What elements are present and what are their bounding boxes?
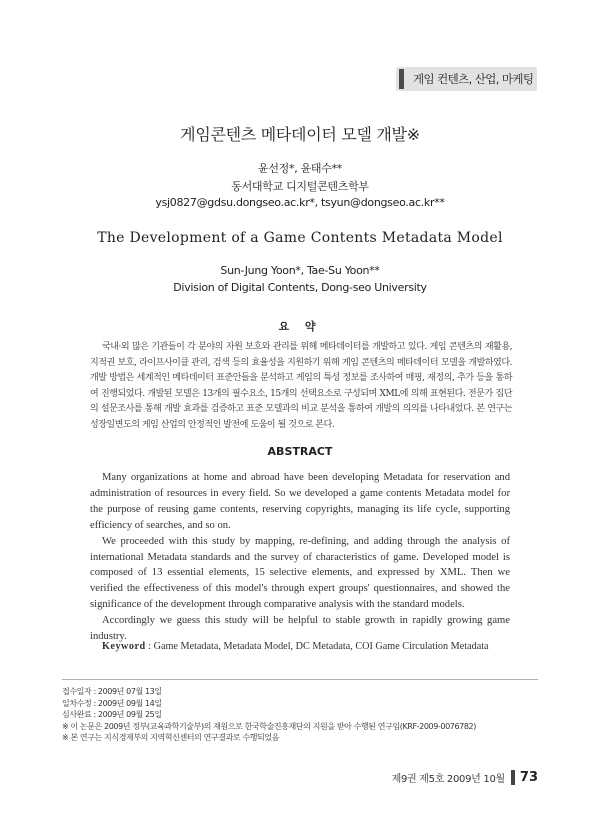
korean-abstract-body: 국내·외 많은 기관들이 각 분야의 자원 보호와 관리를 위해 메타데이터를 개발하고 있다. 게임 콘텐츠의 재활용, 지적권 보호, 라이프사이클 관리, 검색 등의 효율성을 지원하기 위해 게임 콘텐츠의 메타데이터 모델을 개발하였다. 개발 방법은 세계적인 메타데이터 표준안들을 분석하고 게임의 특성 정보를 조사하여 매핑, 재정의, 추가 등을 통하여 진행되었다. 개발된 모델은 13개의 필수요소, 15개의 선택요소로 구성되며 XML에 의해 표현된다. 전문가 집단의 설문조사를 통해 개발 효과를 검증하고 표준 모델과의 비교 분석을 통하여 개발의 의의를 나타내었다. 본 연구는 성장일변도의 게임 산업의 안정적인 발전에 도움이 될 것으로 본다. — [90, 342, 512, 430]
korean-abstract — [90, 340, 512, 434]
english-abstract — [90, 470, 510, 645]
approved-date: 심사완료 : 2009년 09월 25일 — [62, 710, 162, 719]
english-authors: Sun-Jung Yoon*, Tae-Su Yoon** — [220, 264, 380, 277]
korean-authors: 윤선정*, 윤태수** — [258, 162, 342, 175]
funding-note: ※ 이 논문은 2009년 정부(교육과학기술부)의 재원으로 한국학술진흥재단의 지원을 받아 수행된 연구임(KRF-2009-0076782) — [62, 721, 476, 731]
korean-affiliation: 동서대학교 디지털콘텐츠학부 — [231, 180, 369, 193]
keywords — [102, 641, 522, 652]
footnote-divider — [62, 679, 538, 680]
keywords-separator: : — [145, 641, 154, 652]
keywords-values: Game Metadata, Metadata Model, DC Metadata, COI Game Circulation Metadata — [153, 641, 489, 652]
english-affiliation: Division of Digital Contents, Dong-seo University — [173, 281, 427, 294]
section-tab-marker — [399, 69, 404, 89]
page-number: 73 — [519, 770, 538, 785]
english-abstract-heading: ABSTRACT — [267, 445, 333, 458]
footer-separator — [511, 770, 515, 785]
journal-info: 제9권 제5호 2009년 10월 — [391, 774, 505, 785]
section-tab-label: 게임 컨텐츠, 산업, 마케팅 — [413, 72, 534, 86]
page-footer — [392, 770, 538, 785]
research-note: ※ 본 연구는 지식경제부의 지역혁신센터의 연구결과로 수행되었음 — [62, 733, 280, 742]
revised-date: 일차수정 : 2009년 09월 14일 — [62, 698, 162, 708]
author-emails: ysj0827@gdsu.dongseo.ac.kr*, tsyun@dongseo.ac.kr** — [155, 196, 445, 209]
section-tab — [396, 67, 537, 91]
korean-abstract-heading: 요 약 — [278, 320, 322, 333]
abstract-paragraph-3: Accordingly we guess this study will be helpful to stable growth in rapidly growing game industry. — [90, 615, 510, 643]
korean-title: 게임콘텐츠 메타데이터 모델 개발※ — [180, 125, 420, 144]
english-title: The Development of a Game Contents Metadata Model — [97, 230, 503, 246]
abstract-paragraph-2: We proceeded with this study by mapping, re-defining, and adding through the analysis of international Metadata standards and the survey of characteristics of game. Developed model is composed of 13 essential elements, 15 selective elements, and expressed by XML. Then we verified the effectiveness of this model's through expert groups' questionnaires, and showed the significance of the development through comparative analysis with the standard models. — [90, 535, 510, 611]
footnotes — [62, 686, 542, 744]
keywords-label: Keyword — [102, 641, 146, 652]
received-date: 접수일자 : 2009년 07월 13일 — [62, 687, 162, 696]
abstract-paragraph-1: Many organizations at home and abroad have been developing Metadata for reservation and administration of resources in every field. So we developed a game contents Metadata model for the purpose of reusing game contents, reserving copyrights, managing its life cycle, supporting efficiency of searches, and so on. — [90, 472, 510, 531]
